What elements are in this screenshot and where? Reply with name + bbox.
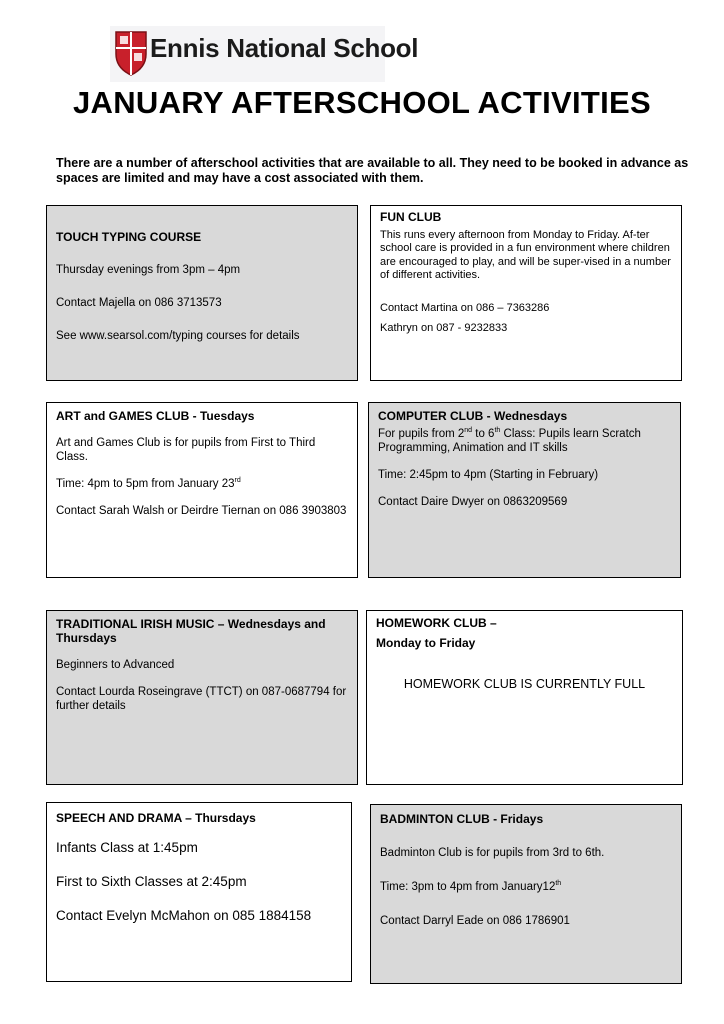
schedule-text: Infants Class at 1:45pm [56,840,198,855]
contact-text: Contact Evelyn McMahon on 085 1884158 [56,908,312,923]
school-crest-logo [113,28,149,78]
box-heading: TOUCH TYPING COURSE [56,230,202,244]
details-text: See www.searsol.com/typing courses for details [56,330,300,342]
description-text: This runs every afternoon from Monday to Friday. Af-ter school care is provided in a fun environment where children are encouraged to play, and will be super-vised in a number of different activities. [380,228,671,281]
box-heading: TRADITIONAL IRISH MUSIC – Wednesdays and Thursdays [56,617,326,645]
badminton-club-box [370,804,682,984]
box-subheading: Monday to Friday [376,636,476,650]
time-text: Time: 4pm to 5pm from January 23rd [56,477,241,490]
description-text: For pupils from 2nd to 6th Class: Pupils learn Scratch Programming, Animation and IT skills [378,427,641,454]
contact-text: Contact Lourda Roseingrave (TTCT) on 087-0687794 for further details [56,686,347,712]
description-text: Art and Games Club is for pupils from First to Third Class. [56,437,316,463]
schedule-text: Thursday evenings from 3pm – 4pm [56,264,241,276]
time-text: Time: 3pm to 4pm from January12th [380,880,562,893]
box-heading: COMPUTER CLUB - Wednesdays [378,409,568,423]
box-heading: HOMEWORK CLUB – [376,616,497,630]
contact-text-2: Kathryn on 087 - 9232833 [380,322,508,334]
box-heading: ART and GAMES CLUB - Tuesdays [56,409,255,423]
art-games-club-box [46,402,358,578]
computer-club-box [368,402,681,578]
box-heading: SPEECH AND DRAMA – Thursdays [56,811,256,825]
intro-text: There are a number of afterschool activities that are available to all. They need to be booked in advance as spaces are limited and may have a cost associated with them. [56,156,689,185]
contact-text: Contact Darryl Eade on 086 1786901 [380,915,570,927]
schedule-text-2: First to Sixth Classes at 2:45pm [56,874,247,889]
speech-drama-box [46,802,352,982]
contact-text: Contact Martina on 086 – 7363286 [380,301,550,314]
homework-club-box [366,610,683,785]
time-text: Time: 2:45pm to 4pm (Starting in February) [378,469,599,481]
level-text: Beginners to Advanced [56,659,175,671]
contact-text: Contact Majella on 086 3713573 [56,297,222,309]
box-heading: FUN CLUB [380,210,442,224]
touch-typing-box [46,205,358,381]
school-name: Ennis National School [150,33,419,63]
box-heading: BADMINTON CLUB - Fridays [380,812,544,826]
status-text: HOMEWORK CLUB IS CURRENTLY FULL [403,677,646,691]
description-text: Badminton Club is for pupils from 3rd to 6th. [380,847,605,859]
contact-text: Contact Sarah Walsh or Deirdre Tiernan on 086 3903803 [56,505,347,517]
irish-music-box [46,610,358,785]
page-title: JANUARY AFTERSCHOOL ACTIVITIES [73,85,651,120]
fun-club-box [370,205,682,381]
contact-text: Contact Daire Dwyer on 0863209569 [378,496,568,508]
